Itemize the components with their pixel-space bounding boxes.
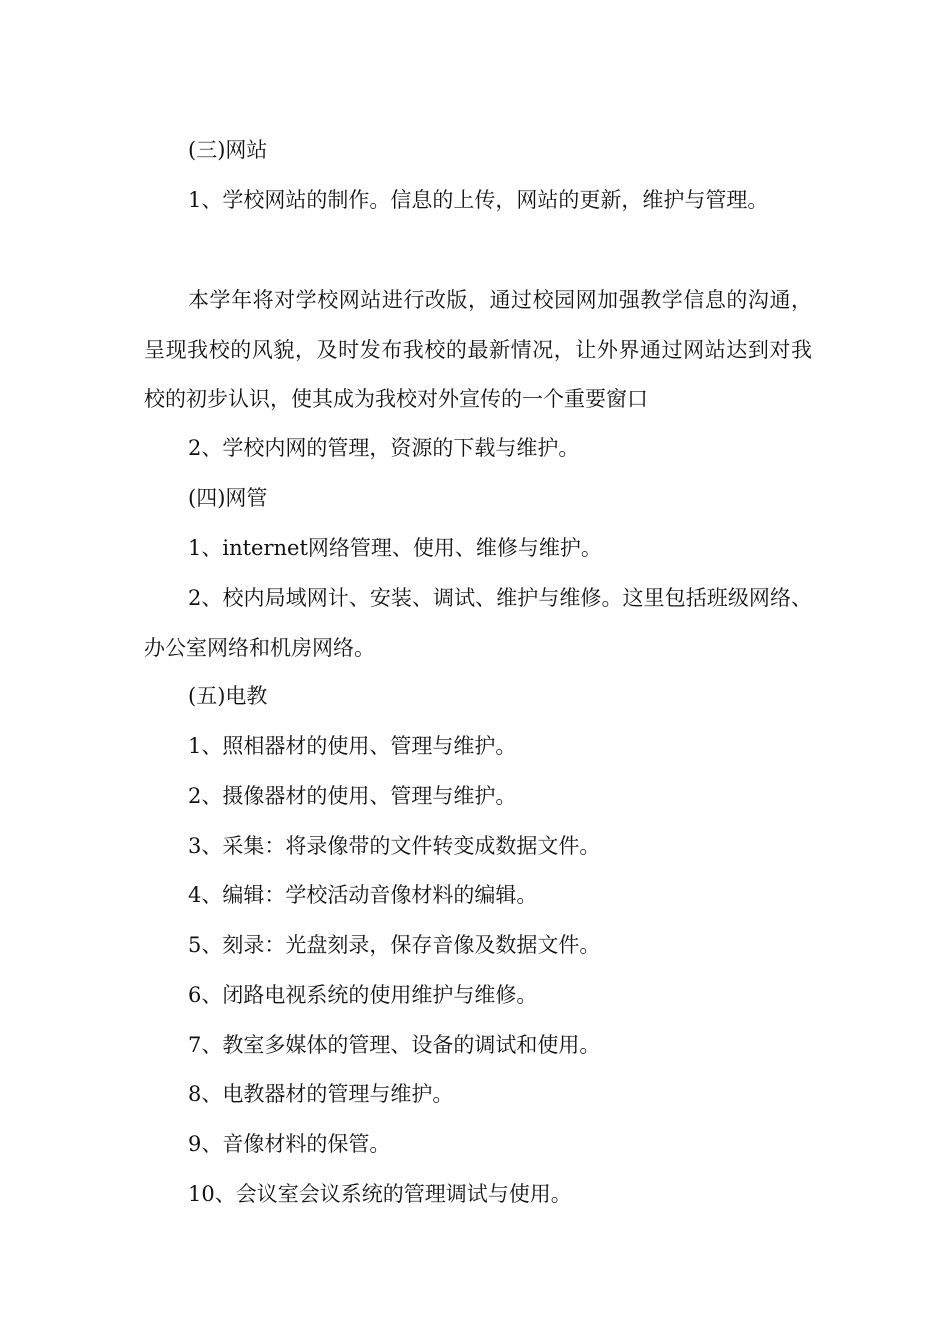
paragraph-av-item-3: 3、采集：将录像带的文件转变成数据文件。 — [188, 834, 601, 858]
paragraph-av-item-2: 2、摄像器材的使用、管理与维护。 — [188, 784, 517, 808]
section-heading-av: (五)电教 — [188, 684, 268, 708]
paragraph-av-item-10: 10、会议室会议系统的管理调试与使用。 — [188, 1182, 572, 1206]
section-heading-network: (四)网管 — [188, 486, 268, 510]
paragraph-av-item-1: 1、照相器材的使用、管理与维护。 — [188, 734, 517, 758]
paragraph-av-item-8: 8、电教器材的管理与维护。 — [188, 1082, 454, 1106]
paragraph-network-item-2: 2、校内局域网计、安装、调试、维护与维修。这里包括班级网络、办公室网络和机房网络。 — [144, 586, 812, 660]
paragraph-av-item-4: 4、编辑：学校活动音像材料的编辑。 — [188, 883, 538, 907]
paragraph-network-item-1: 1、internet网络管理、使用、维修与维护。 — [188, 536, 602, 560]
section-heading-website: (三)网站 — [188, 138, 268, 162]
paragraph-av-item-7: 7、教室多媒体的管理、设备的调试和使用。 — [188, 1033, 601, 1057]
paragraph-av-item-9: 9、音像材料的保管。 — [188, 1132, 391, 1156]
paragraph-website-item-1: 1、学校网站的制作。信息的上传，网站的更新，维护与管理。 — [188, 188, 769, 212]
paragraph-website-plan: 本学年将对学校网站进行改版，通过校园网加强教学信息的沟通，呈现我校的风貌，及时发布我校的最新情况，让外界通过网站达到对我校的初步认识，使其成为我校对外宣传的一个重要窗口 — [144, 288, 812, 411]
paragraph-av-item-5: 5、刻录：光盘刻录，保存音像及数据文件。 — [188, 933, 601, 957]
paragraph-av-item-6: 6、闭路电视系统的使用维护与维修。 — [188, 983, 538, 1007]
paragraph-website-item-2: 2、学校内网的管理，资源的下载与维护。 — [188, 436, 580, 460]
